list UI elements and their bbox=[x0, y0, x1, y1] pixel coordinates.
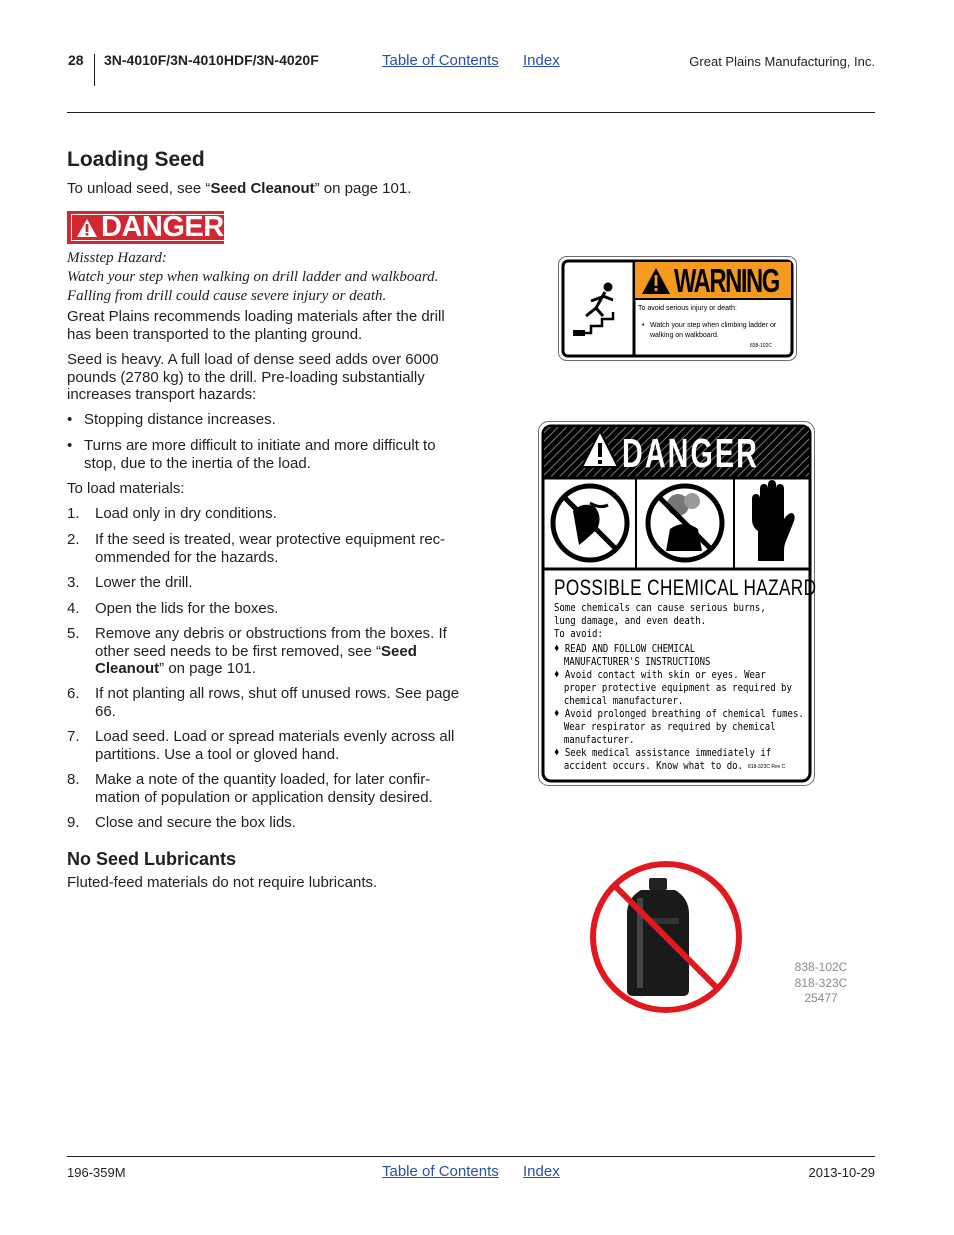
page-number: 28 bbox=[68, 52, 84, 68]
paragraph-recommend: Great Plains recommends loading materials after the drill has been transported to the planting ground. bbox=[67, 308, 445, 343]
document-number: 196-359M bbox=[67, 1165, 126, 1180]
danger-decal-signal-word: DANGER bbox=[622, 430, 759, 476]
alert-triangle-icon bbox=[76, 218, 98, 238]
no-lubricant-graphic bbox=[587, 858, 745, 1016]
to-load-intro: To load materials: bbox=[67, 480, 185, 497]
danger-part-number: 818-323C Rev C bbox=[748, 764, 786, 770]
chemical-hazard-body: Some chemicals can cause serious burns, lung damage, and even death. To avoid: ♦ READ AND FOLLOW CHEMICAL MANUFACTURER'S INSTRUCTIONS ♦ Avoid contact with skin or eyes. Wear proper protective equipment as required by chemical manufacturer. ♦ Avoid prolonged breathing of chemical fumes. Wear respirator as required by chemical manufacturer. ♦ Seek medical assistance immediately if accident occurs. Know what to do. bbox=[554, 601, 804, 772]
footer-index-link[interactable]: Index bbox=[523, 1163, 560, 1180]
company-name: Great Plains Manufacturing, Inc. bbox=[689, 54, 875, 69]
seed-cleanout-ref: Seed Cleanout bbox=[210, 180, 315, 197]
header-rule bbox=[67, 112, 875, 113]
warning-decal bbox=[558, 256, 797, 361]
footer-toc-link[interactable]: Table of Contents bbox=[382, 1163, 499, 1180]
list-item: ♦ Seek medical assistance immediately if bbox=[554, 746, 772, 759]
warning-part-number: 838-102C bbox=[750, 343, 772, 349]
figure-caption: 838-102C 818-323C 25477 bbox=[794, 960, 848, 1005]
hazard-line-1: Watch your step when walking on drill ladder and walkboard. bbox=[67, 269, 439, 285]
warning-bullet: • Watch your step when climbing ladder or walking on walkboard. bbox=[642, 322, 777, 339]
publication-date: 2013-10-29 bbox=[808, 1165, 875, 1180]
warning-intro: To avoid serious injury or death: bbox=[638, 305, 737, 312]
section-title: Loading Seed bbox=[67, 148, 205, 171]
model-title: 3N-4010F/3N-4010HDF/3N-4020F bbox=[104, 52, 319, 68]
subsection-title: No Seed Lubricants bbox=[67, 849, 237, 869]
danger-signal-word: DANGER bbox=[67, 211, 224, 244]
header-toc-link[interactable]: Table of Contents bbox=[382, 52, 499, 69]
hazard-line-2: Falling from drill could cause severe injury or death. bbox=[67, 288, 387, 304]
no-fumes-icon bbox=[648, 486, 722, 560]
hazard-title: Misstep Hazard: bbox=[67, 250, 167, 266]
lubricant-text: Fluted-feed materials do not require lubricants. bbox=[67, 874, 378, 891]
paragraph-seed-heavy: Seed is heavy. A full load of dense seed adds over 6000 pounds (2780 kg) to the drill. Pre-loading substantially increases transport hazards: bbox=[67, 351, 439, 403]
list-item: ♦ READ AND FOLLOW CHEMICAL bbox=[554, 642, 696, 655]
header-divider bbox=[94, 54, 95, 86]
unload-sentence: To unload seed, see “Seed Cleanout” on page 101. bbox=[67, 180, 412, 197]
lubricant-bottle-icon bbox=[627, 878, 689, 996]
hazard-message bbox=[67, 249, 487, 306]
header-index-link[interactable]: Index bbox=[523, 52, 560, 69]
chemical-danger-decal bbox=[538, 421, 815, 786]
chemical-hazard-heading: POSSIBLE CHEMICAL HAZARD bbox=[554, 575, 817, 600]
list-item: ♦ Avoid contact with skin or eyes. Wear bbox=[554, 668, 766, 681]
list-item: ♦ Avoid prolonged breathing of chemical fumes. bbox=[554, 707, 804, 720]
footer-rule bbox=[67, 1156, 875, 1157]
no-skin-contact-icon bbox=[553, 486, 627, 560]
warning-signal-word: WARNING bbox=[674, 262, 779, 299]
